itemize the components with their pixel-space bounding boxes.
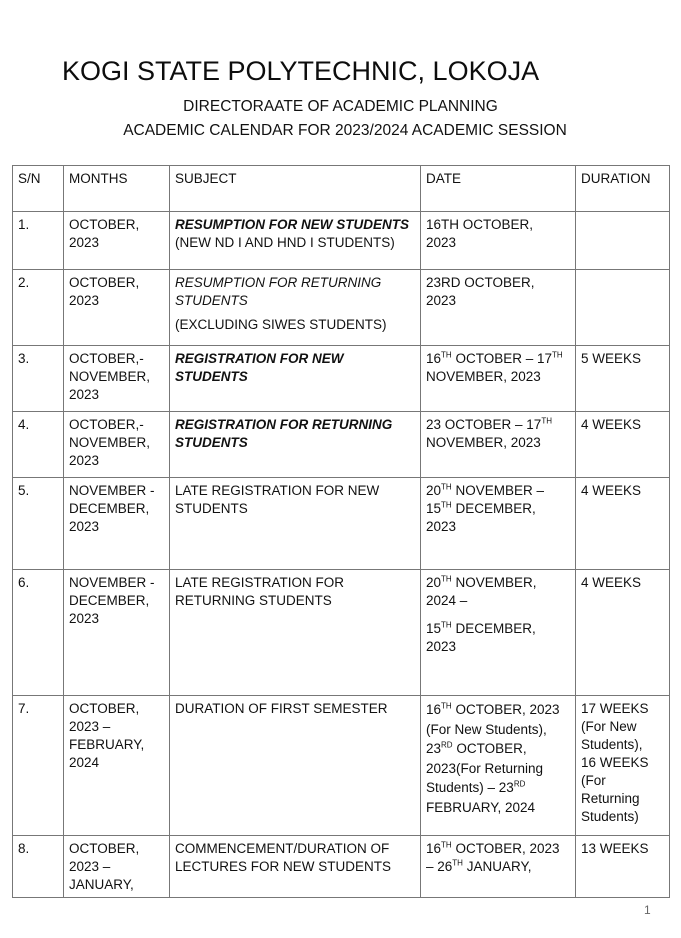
cell-date: [421, 412, 576, 478]
date-suffix: TH: [441, 620, 452, 630]
cell-subject: [170, 346, 421, 412]
cell-months: OCTOBER, 2023 – JANUARY,: [64, 836, 170, 898]
column-header-date: DATE: [421, 166, 576, 212]
cell-sn: 4.: [13, 412, 64, 478]
date-part: 2023: [426, 639, 457, 654]
cell-date: [421, 478, 576, 570]
directorate-heading: DIRECTORAATE OF ACADEMIC PLANNING: [183, 98, 498, 115]
date-suffix: TH: [441, 574, 452, 584]
date-part: (For New Students),: [426, 721, 547, 737]
table-row: [13, 212, 670, 270]
date-part: OCTOBER,: [452, 741, 527, 756]
subject-text: RESUMPTION FOR NEW STUDENTS: [175, 217, 410, 232]
cell-date: [421, 570, 576, 696]
table-row: [13, 478, 670, 570]
date-suffix: RD: [513, 779, 526, 789]
date-part: NOVEMBER, 2023: [426, 369, 541, 384]
cell-sn: 6.: [13, 570, 64, 696]
cell-months: OCTOBER, 2023: [64, 270, 170, 346]
cell-duration: 5 WEEKS: [576, 346, 670, 412]
cell-date: [421, 696, 576, 836]
date-part: 15: [426, 501, 442, 516]
cell-subject: [170, 270, 421, 346]
subject-note: (EXCLUDING SIWES STUDENTS): [175, 317, 387, 332]
date-part: DECEMBER,: [451, 501, 536, 516]
cell-duration: [576, 212, 670, 270]
cell-duration: 4 WEEKS: [576, 412, 670, 478]
cell-months: OCTOBER,- NOVEMBER, 2023: [64, 346, 170, 412]
cell-months: OCTOBER, 2023 – FEBRUARY, 2024: [64, 696, 170, 836]
date-part: NOVEMBER,: [451, 575, 537, 590]
column-header-subject: SUBJECT: [170, 166, 421, 212]
column-header-months: MONTHS: [64, 166, 170, 212]
subject-note: (NEW ND I AND HND I STUDENTS): [175, 235, 395, 250]
date-part: 2023(For Returning: [426, 760, 544, 776]
column-header-sn: S/N: [13, 166, 64, 212]
date-part: NOVEMBER –: [451, 483, 544, 498]
date-part: 2023: [426, 519, 457, 534]
date-part: OCTOBER, 2023: [451, 702, 560, 717]
table-row: [13, 270, 670, 346]
cell-sn: 2.: [13, 270, 64, 346]
column-header-duration: DURATION: [576, 166, 670, 212]
date-part: FEBRUARY, 2024: [426, 799, 536, 815]
date-part: 2024 –: [426, 593, 468, 608]
cell-subject: LATE REGISTRATION FOR RETURNING STUDENTS: [170, 570, 421, 696]
academic-calendar-table: [12, 165, 670, 898]
date-part: 16: [426, 841, 442, 856]
date-part: 20: [426, 575, 442, 590]
date-part: 20: [426, 483, 442, 498]
date-suffix: TH: [541, 416, 552, 426]
date-part: 16: [426, 702, 442, 717]
date-suffix: TH: [441, 500, 452, 510]
cell-subject: [170, 412, 421, 478]
cell-duration: 4 WEEKS: [576, 478, 670, 570]
cell-months: NOVEMBER - DECEMBER, 2023: [64, 478, 170, 570]
cell-date: 16TH OCTOBER, 2023: [421, 212, 576, 270]
subject-text: REGISTRATION FOR NEW STUDENTS: [175, 351, 344, 384]
cell-duration: 17 WEEKS (For New Students), 16 WEEKS (For Returning Students): [576, 696, 670, 836]
cell-months: OCTOBER, 2023: [64, 212, 170, 270]
cell-sn: 5.: [13, 478, 64, 570]
cell-duration: [576, 270, 670, 346]
cell-date: [421, 836, 576, 898]
cell-months: NOVEMBER - DECEMBER, 2023: [64, 570, 170, 696]
date-part: OCTOBER – 17: [451, 351, 552, 366]
table-row: [13, 836, 670, 898]
table-row: [13, 412, 670, 478]
date-part: 23 OCTOBER – 17: [426, 417, 542, 432]
date-part: JANUARY,: [462, 859, 532, 874]
cell-months: OCTOBER,- NOVEMBER, 2023: [64, 412, 170, 478]
page-number: 1: [644, 903, 651, 917]
date-suffix: TH: [441, 482, 452, 492]
table-row: [13, 570, 670, 696]
date-part: NOVEMBER, 2023: [426, 435, 541, 450]
table-row: [13, 696, 670, 836]
cell-subject: DURATION OF FIRST SEMESTER: [170, 696, 421, 836]
table-header-row: [13, 166, 670, 212]
cell-subject: COMMENCEMENT/DURATION OF LECTURES FOR NEW STUDENTS: [170, 836, 421, 898]
date-suffix: RD: [441, 740, 453, 750]
cell-sn: 8.: [13, 836, 64, 898]
date-part: Students) – 23: [426, 780, 514, 795]
date-part: OCTOBER, 2023: [451, 841, 560, 856]
cell-duration: 4 WEEKS: [576, 570, 670, 696]
date-part: – 26: [426, 859, 453, 874]
date-part: 23: [426, 741, 442, 756]
calendar-heading: ACADEMIC CALENDAR FOR 2023/2024 ACADEMIC SESSION: [123, 122, 567, 139]
cell-duration: 13 WEEKS: [576, 836, 670, 898]
date-part: 15: [426, 621, 442, 636]
date-suffix: TH: [552, 350, 563, 360]
date-suffix: TH: [452, 858, 463, 868]
cell-sn: 1.: [13, 212, 64, 270]
document-title: KOGI STATE POLYTECHNIC, LOKOJA: [62, 56, 540, 86]
cell-subject: LATE REGISTRATION FOR NEW STUDENTS: [170, 478, 421, 570]
subject-text: REGISTRATION FOR RETURNING STUDENTS: [175, 417, 393, 450]
date-part: 16: [426, 351, 442, 366]
date-suffix: TH: [441, 701, 452, 711]
date-suffix: TH: [441, 350, 452, 360]
subject-text: RESUMPTION FOR RETURNING STUDENTS: [175, 275, 382, 308]
cell-sn: 7.: [13, 696, 64, 836]
cell-subject: [170, 212, 421, 270]
date-suffix: TH: [441, 840, 452, 850]
date-part: DECEMBER,: [451, 621, 536, 636]
cell-date: [421, 346, 576, 412]
cell-date: 23RD OCTOBER, 2023: [421, 270, 576, 346]
cell-sn: 3.: [13, 346, 64, 412]
table-row: [13, 346, 670, 412]
